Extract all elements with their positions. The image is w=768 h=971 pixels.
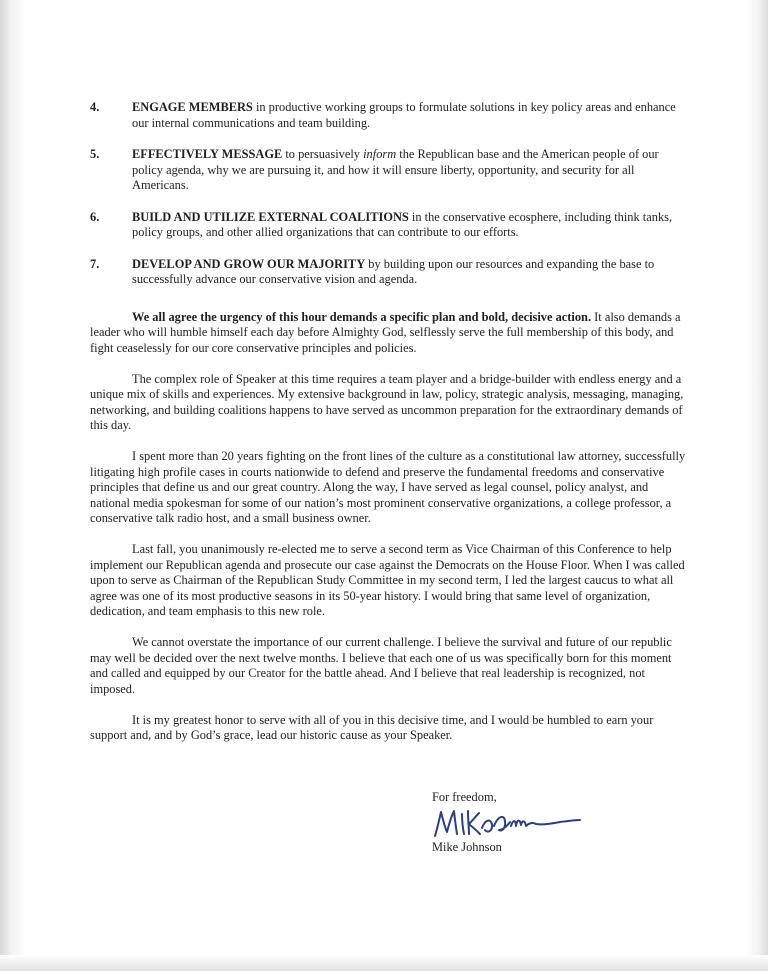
- letter-body: [90, 100, 690, 759]
- list-item-5: [90, 147, 690, 194]
- list-item-6: [90, 210, 690, 241]
- paragraph-text: It also demands a leader who will humble himself each day before Almighty God, selflessly serve the full membership of this body, and fight ceaselessly for our core conservative principles and policies.: [90, 309, 681, 355]
- item-text: in productive working groups to formulate solutions in key policy areas and enhance our internal communications and team building.: [132, 100, 676, 130]
- paragraph-role: The complex role of Speaker at this time requires a team player and a bridge-builder with endless energy and a unique mix of skills and experiences. My extensive background in law, policy, strategic analysis, messaging, managing, networking, and building coalitions happens to have served as uncommon preparation for the extraordinary demands of this day.: [90, 371, 684, 432]
- page-shadow-right: [746, 0, 768, 971]
- paragraph-challenge: We cannot overstate the importance of our current challenge. I believe the survival and future of our republic may well be decided over the next twelve months. I believe that each one of us was specifically born for this moment and called and equipped by our Creator for the battle ahead. And I believe that real leadership is recognized, not imposed.: [90, 635, 672, 696]
- paragraph-urgency: [90, 310, 690, 357]
- paragraph-bold-lead: We all agree the urgency of this hour demands a specific plan and bold, decisive action.: [132, 309, 592, 324]
- item-number: 6.: [90, 209, 100, 224]
- item-number: 5.: [90, 147, 100, 161]
- paragraph-closing: It is my greatest honor to serve with all of you in this decisive time, and I would be humbled to earn your support and, and by God’s grace, lead our historic cause as your Speaker.: [90, 712, 654, 742]
- list-item-7: [90, 257, 690, 288]
- item-text: by building upon our resources and expanding the base to successfully advance our conservative vision and agenda.: [132, 256, 655, 286]
- item-heading: ENGAGE MEMBERS: [132, 100, 253, 114]
- item-emphasis: inform: [363, 147, 397, 161]
- page-shadow-left: [0, 0, 26, 971]
- item-text: the Republican base and the American people of our policy agenda, why we are pursuing it, and how it will ensure liberty, opportunity, and security for all Americans.: [132, 147, 659, 192]
- item-heading: DEVELOP AND GROW OUR MAJORITY: [132, 256, 366, 271]
- closing-salutation: For freedom,: [432, 790, 497, 804]
- item-heading: BUILD AND UTILIZE EXTERNAL COALITIONS: [132, 209, 409, 224]
- list-item-4: [90, 100, 690, 131]
- item-heading: EFFECTIVELY MESSAGE: [132, 147, 283, 161]
- item-text: in the conservative ecosphere, including think tanks, policy groups, and other allied organizations that can contribute to our efforts.: [132, 209, 673, 239]
- paragraph-vice-chairman: Last fall, you unanimously re-elected me to serve a second term as Vice Chairman of this Conference to help implement our Republican agenda and prosecute our case against the Democrats on the House Floor. When I was called upon to serve as Chairman of the Republican Study Committee in my second term, I led the largest caucus to what all agree was one of its most productive seasons in its 50-year history. I would bring that same level of organization, dedication, and team emphasis to this new role.: [90, 542, 685, 618]
- page-shadow-bottom: [0, 955, 768, 971]
- paragraph-background: I spent more than 20 years fighting on the front lines of the culture as a constitutional law attorney, successfully litigating high profile cases in courts nationwide to defend and preserve the fundamental freedoms and conservative principles that define us and our great country. Along the way, I have served as legal counsel, policy analyst, and national media spokesman for some of our nation’s most prominent conservative organizations, a college professor, a conservative talk radio host, and a small business owner.: [90, 449, 686, 525]
- item-number: 4.: [90, 100, 100, 114]
- item-number: 7.: [90, 256, 100, 271]
- handwritten-signature: [432, 806, 582, 842]
- item-text-pre: to persuasively: [285, 147, 360, 161]
- signer-name: Mike Johnson: [432, 840, 502, 854]
